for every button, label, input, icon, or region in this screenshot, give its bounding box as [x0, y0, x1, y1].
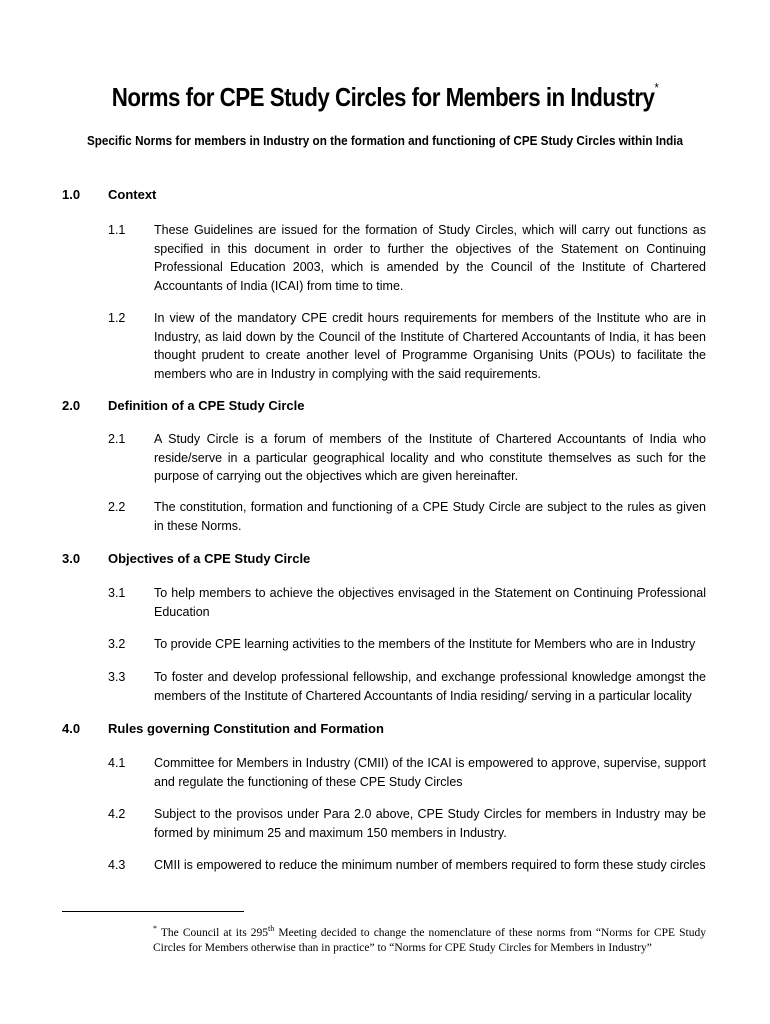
clause-text: Subject to the provisos under Para 2.0 above, CPE Study Circles for members in Industry may be formed by minimum 25 and maximum 150 members in Industry.: [154, 807, 706, 840]
clause-text: To help members to achieve the objectives envisaged in the Statement on Continuing Professional Education: [154, 586, 706, 619]
clause-text: Committee for Members in Industry (CMII) of the ICAI is empowered to approve, supervise, support and regulate the functioning of these CPE Study Circles: [154, 756, 706, 789]
section-number: 4.0: [62, 721, 81, 736]
clause-text: A Study Circle is a forum of members of the Institute of Chartered Accountants of India who reside/serve in a particular geographical locality and who constitute themselves as such for the purpose of carrying out the objectives which are given hereinafter.: [154, 432, 706, 483]
clause-text: These Guidelines are issued for the formation of Study Circles, which will carry out functions as specified in this document in order to further the objectives of the Statement on Continuing Professional Education 2003, which is amended by the Council of the Institute of Chartered Accountants of India (ICAI) from time to time.: [154, 223, 706, 293]
clause-number: 1.1: [108, 223, 126, 237]
clause-number: 4.3: [108, 858, 126, 872]
section-number: 3.0: [62, 551, 81, 566]
clause-text: To provide CPE learning activities to the members of the Institute for Members who are in Industry: [154, 637, 696, 651]
section-title: Objectives of a CPE Study Circle: [108, 551, 311, 566]
title-footnote-mark: *: [654, 80, 659, 96]
clause-text: CMII is empowered to reduce the minimum number of members required to form these study circles: [154, 858, 706, 872]
section-title: Definition of a CPE Study Circle: [108, 398, 305, 413]
clause-text: In view of the mandatory CPE credit hours requirements for members of the Institute who are in Industry, as laid down by the Council of the Institute of Chartered Accountants of India, it has been thought prudent to create another level of Programme Organising Units (POUs) to facilitate the members who are in Industry in complying with the said requirements.: [154, 311, 706, 381]
page-subtitle: Specific Norms for members in Industry on the formation and functioning of CPE Study Circles within India: [86, 133, 684, 148]
page-title: Norms for CPE Study Circles for Members in Industry*: [111, 80, 659, 112]
clause-number: 3.1: [108, 586, 126, 600]
clause-text: To foster and develop professional fellowship, and exchange professional knowledge amongst the members of the Institute of Chartered Accountants of India residing/ serving in a particular locality: [154, 670, 706, 703]
section-title: Rules governing Constitution and Formation: [108, 721, 384, 736]
footnote-mark: *: [153, 924, 157, 933]
section-number: 2.0: [62, 398, 81, 413]
footnote: * The Council at its 295th Meeting decided to change the nomenclature of these norms from “Norms for CPE Study Circles for Members otherwise than in practice” to “Norms for CPE Study Circles for Members in Industry”: [153, 924, 706, 954]
section-number: 1.0: [62, 187, 81, 202]
clause-number: 2.2: [108, 500, 126, 514]
section-title: Context: [108, 187, 157, 202]
clause-text: The constitution, formation and functioning of a CPE Study Circle are subject to the rules as given in these Norms.: [154, 500, 706, 533]
clause-number: 1.2: [108, 311, 126, 325]
clause-number: 4.1: [108, 756, 126, 770]
clause-number: 4.2: [108, 807, 126, 821]
footnote-divider: [62, 911, 244, 912]
clause-number: 3.2: [108, 637, 126, 651]
clause-number: 2.1: [108, 432, 126, 446]
clause-number: 3.3: [108, 670, 126, 684]
